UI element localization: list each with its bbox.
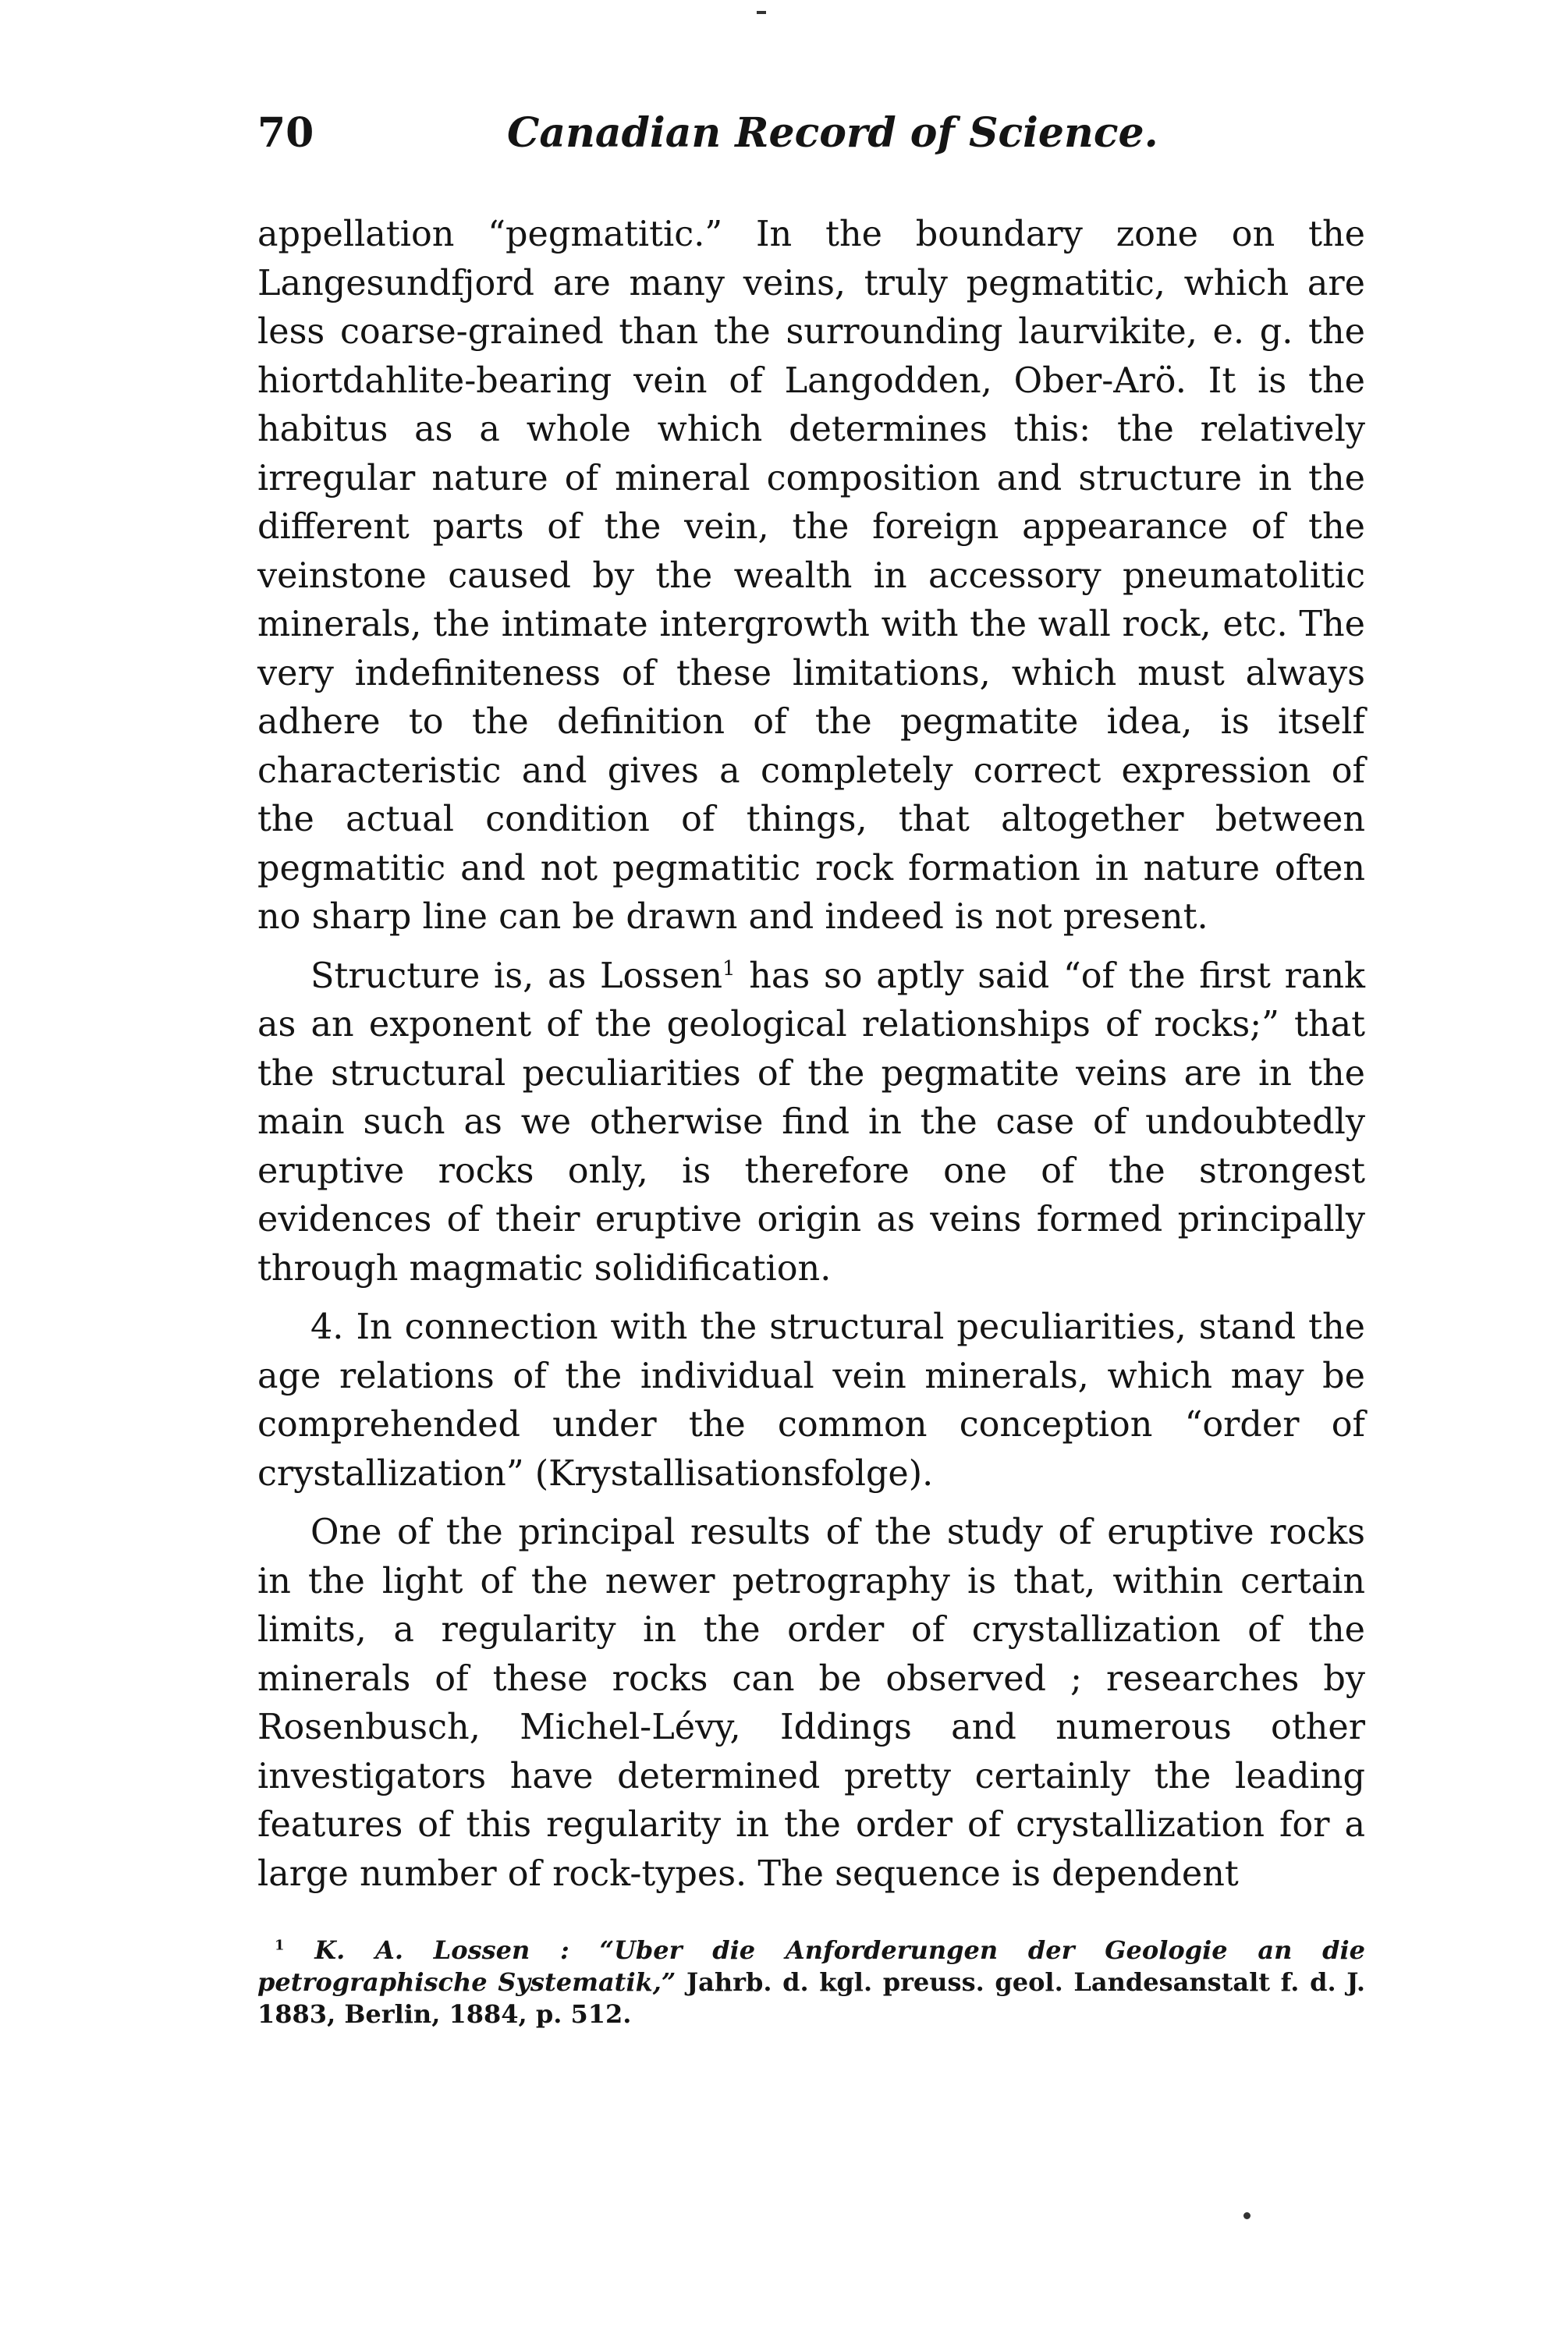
paragraph-structure [257, 952, 1365, 1294]
scan-speck-bottom [1243, 2212, 1250, 2219]
footnote-mark: 1 [275, 1937, 285, 1954]
footnote-citation: Jahrb. d. kgl. preuss. geol. Landesanstalt f. d. J. 1883, Berlin, 1884, p. 512. [257, 1967, 1366, 2029]
paragraph-order-of-crystallization: One of the principal results of the study of eruptive rocks in the light of the newer petrography is that, within certain limits, a regularity in the order of crystallization of the minerals of these rocks can be observed ; researches by Rosenbusch, Michel-Lévy, Iddings and numerous other investigators have determined pretty certainly the leading features of this regularity in the order of crystallization for a large number of rock-types. The sequence is dependent [257, 1513, 1365, 1894]
paragraph-structure-rest: has so aptly said “of the first rank as an exponent of the geological relationships of rocks;” that the structural peculiarities of the pegmatite veins are in the main such as we otherwise find in the case of undoubtedly eruptive rocks only, is therefore one of the strongest evidences of their eruptive origin as veins formed principally through magmatic solidification. [257, 956, 1365, 1289]
footnote-reference: 1 [722, 956, 736, 981]
page [257, 109, 1365, 2030]
paragraph-structure-start: Structure is, as Lossen [310, 956, 723, 996]
paragraph-point-4: 4. In connection with the structural peculiarities, stand the age relations of the individual vein minerals, which may be comprehended under the common conception “order of crystallization” (Krystallisationsfolge). [257, 1307, 1365, 1494]
footnotes [257, 1935, 1365, 2030]
paragraph-continued: appellation “pegmatitic.” In the boundary zone on the Langesundfjord are many veins, truly pegmatitic, which are less coarse-grained than the surrounding laurvikite, e. g. the hiortdahlite-bearing vein of Langodden, Ober-Arö. It is the habitus as a whole which determines this: the relatively irregular nature of mineral composition and structure in the different parts of the vein, the foreign appearance of the veinstone caused by the wealth in accessory pneumatolitic minerals, the intimate intergrowth with the wall rock, etc. The very indefiniteness of these limitations, which must always adhere to the definition of the pegmatite idea, is itself characteristic and gives a completely correct expression of the actual condition of things, that altogether between pegmatitic and not pegmatitic rock formation in nature often no sharp line can be drawn and indeed is not present. [257, 215, 1365, 937]
body-text [257, 211, 1365, 1899]
page-number: 70 [257, 109, 314, 157]
running-head [257, 109, 1365, 172]
footnote-author: K. A. Lossen : [314, 1935, 600, 1965]
footnote-title: “Uber die Anforderungen der Geologie an die petrographische Systematik,” [257, 1935, 1366, 1997]
footnote-1 [257, 1935, 1365, 2030]
scan-speck-top [757, 11, 766, 14]
journal-title: Canadian Record of Science. [507, 109, 1158, 157]
